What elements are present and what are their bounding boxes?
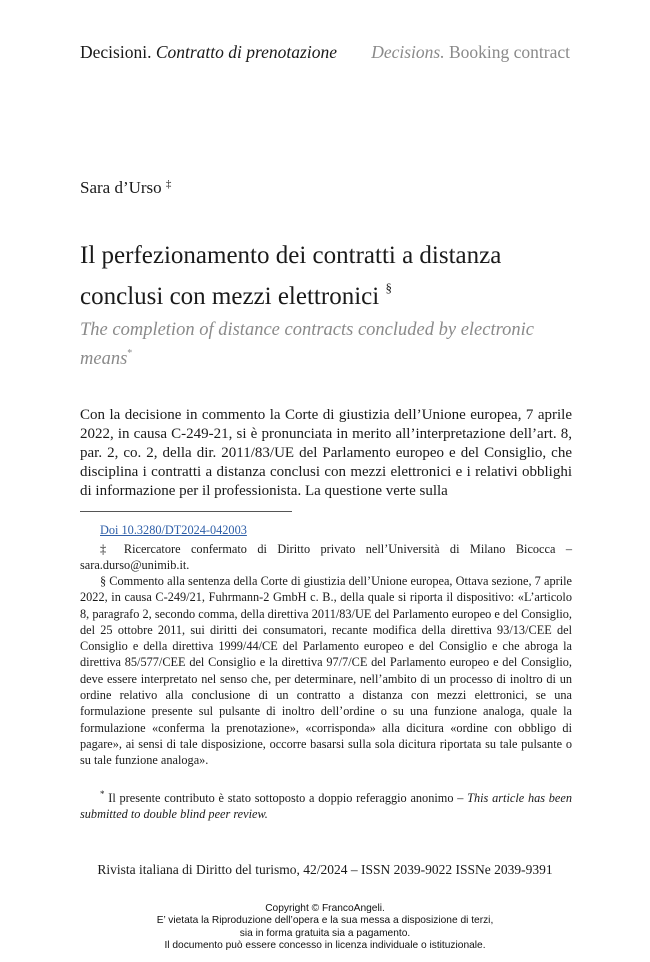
- copyright-line: Il documento può essere concesso in licenza individuale o istituzionale.: [164, 939, 486, 951]
- running-header-right: [371, 42, 570, 63]
- footnote-review-english: This article has been submitted to double blind peer review.: [80, 791, 573, 822]
- footnote-separator: [80, 511, 292, 512]
- author-footnote-mark: ‡: [165, 178, 172, 190]
- body-paragraph: Con la decisione in commento la Corte di giustizia dell’Unione europea, 7 aprile 2022, in causa C-249-21, si è pronunciata in merito all’interpretazione dell’art. 8, par. 2, co. 2, della dir. 2011/83/UE del Parlamento europeo e del Consiglio, che disciplina i contratti a distanza conclusi con mezzi elettronici e i relativi obblighi di informazione per il professionista. La questione verte sulla: [80, 407, 572, 499]
- title-footnote-mark: §: [385, 280, 392, 295]
- copyright-line: Copyright © FrancoAngeli.: [265, 903, 385, 914]
- title-text: Il perfezionamento dei contratti a distanza conclusi con mezzi elettronici: [80, 242, 502, 310]
- subtitle-text: The completion of distance contracts concluded by electronic means: [80, 320, 534, 369]
- footnote-author-text: ‡ Ricercatore confermato di Diritto privato nell’Università di Milano Bicocca – sara.durso@unimib.it.: [80, 542, 572, 573]
- subtitle-footnote-mark: *: [127, 348, 133, 359]
- footnote-title: [80, 573, 572, 769]
- copyright-line: sia in forma gratuita sia a pagamento.: [239, 927, 411, 939]
- header-section-en: Decisions.: [371, 42, 445, 62]
- footnote-review: [80, 786, 572, 823]
- author-line: [80, 178, 171, 198]
- doi-link[interactable]: Doi 10.3280/DT2024-042003: [100, 523, 247, 537]
- header-topic-en: Booking contract: [448, 42, 570, 62]
- article-title: [80, 240, 580, 313]
- copyright-notice: [0, 903, 650, 952]
- footnote-review-mark: *: [100, 789, 105, 799]
- running-header-left: [80, 42, 337, 63]
- footnote-author: [80, 541, 572, 574]
- journal-citation: Rivista italiana di Diritto del turismo, 42/2024 – ISSN 2039-9022 ISSNe 2039-9391: [97, 862, 553, 877]
- header-section: Decisioni.: [80, 42, 152, 62]
- footnote-title-text: § Commento alla sentenza della Corte di giustizia dell’Unione europea, Ottava sezione, 7 aprile 2022, in causa C-249/21, Fuhrmann-2 GmbH c. B., della quale si riporta il dispositivo: «L’articolo 8, paragrafo 2, secondo comma, della direttiva 2011/83/UE del Parlamento europeo e del Consiglio, del 25 ottobre 2011, sui diritti dei consumatori, recante modifica della direttiva 93/13/CEE del Consiglio e della direttiva 1999/44/CE del Parlamento europeo e del Consiglio e che abroga la direttiva 85/577/CEE del Consiglio e la direttiva 97/7/CE del Parlamento europeo e del Consiglio, deve essere interpretato nel senso che, per determinare, nell’ambito di un processo di inoltro di un ordine relativo alla conclusione di un contratto a distanza con mezzi elettronici, se una formulazione presente sul pulsante di inoltro dell’ordine o su una funzione analoga, quale la formulazione «conferma la prenotazione», «corrisponda» alla dicitura «ordine con obbligo di pagare», ai sensi di tale disposizione, occorre basarsi sulla sola dicitura riportata su tale pulsante o su tale funzione analoga».: [80, 574, 572, 768]
- header-topic: Contratto di prenotazione: [155, 42, 337, 62]
- footnote-review-text: Il presente contributo è stato sottoposto a doppio referaggio anonimo –: [108, 791, 464, 805]
- copyright-line: E’ vietata la Riproduzione dell’opera e la sua messa a disposizione di terzi,: [156, 915, 494, 927]
- author-name: Sara d’Urso: [80, 178, 162, 197]
- article-subtitle: [80, 318, 580, 371]
